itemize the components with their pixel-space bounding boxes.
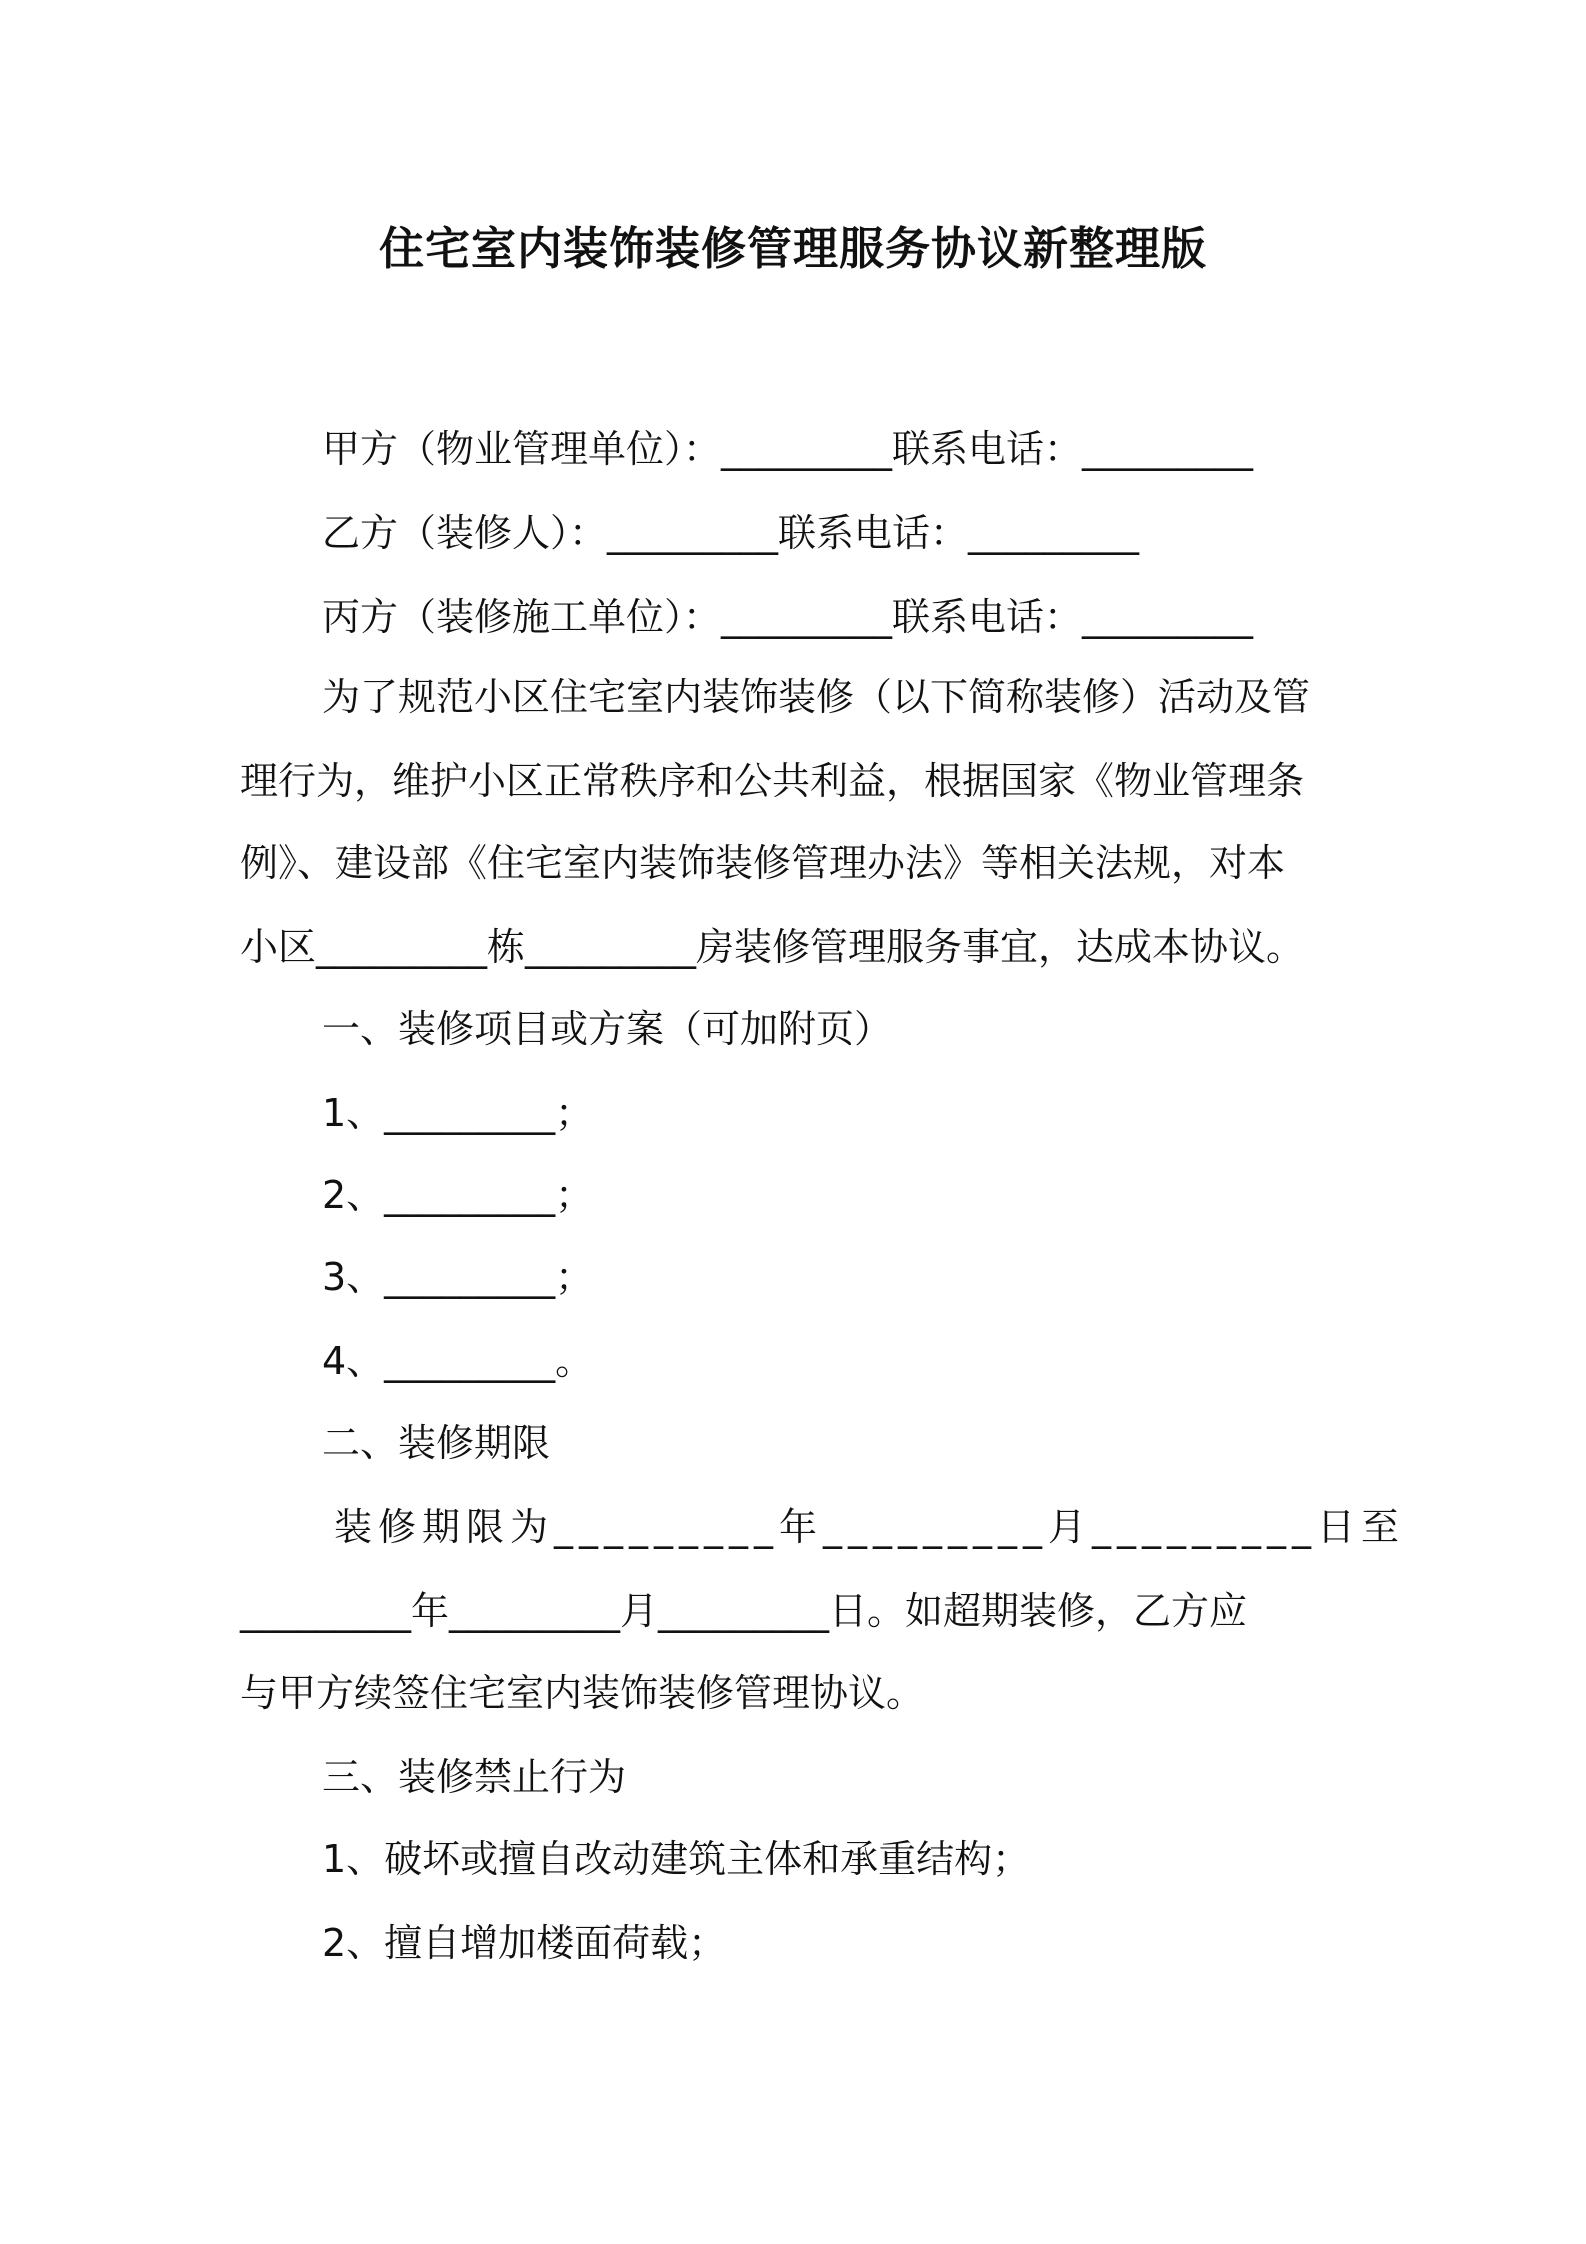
section-1-item-4: 4、_________。: [322, 1339, 594, 1383]
party-c-line: 丙方（装修施工单位）：_________联系电话：_________: [322, 595, 1254, 639]
section-1-item-3: 3、_________；: [322, 1255, 594, 1299]
period-line-3: 与甲方续签住宅室内装饰装修管理协议。: [240, 1671, 925, 1715]
section-2-heading: 二、装修期限: [322, 1421, 551, 1465]
section-1-heading: 一、装修项目或方案（可加附页）: [322, 1007, 893, 1051]
section-3-item-2: 2、擅自增加楼面荷载；: [322, 1921, 727, 1965]
section-3-heading: 三、装修禁止行为: [322, 1755, 627, 1799]
preamble-line-4: 小区_________栋_________房装修管理服务事宜，达成本协议。: [240, 925, 1305, 969]
preamble-line-1: 为了规范小区住宅室内装饰装修（以下简称装修）活动及管: [322, 675, 1311, 719]
section-1-item-1: 1、_________；: [322, 1091, 594, 1135]
party-b-line: 乙方（装修人）：_________联系电话：_________: [322, 511, 1140, 555]
section-1-item-2: 2、_________；: [322, 1173, 594, 1217]
preamble-line-3: 例》、建设部《住宅室内装饰装修管理办法》等相关法规，对本: [240, 841, 1286, 885]
document-title: 住宅室内装饰装修管理服务协议新整理版: [378, 222, 1207, 275]
period-line-1: 装修期限为_________年_________月_________日至: [334, 1505, 1406, 1549]
party-a-line: 甲方（物业管理单位）：_________联系电话：_________: [322, 427, 1254, 471]
section-3-item-1: 1、破坏或擅自改动建筑主体和承重结构；: [322, 1837, 1031, 1881]
preamble-line-2: 理行为，维护小区正常秩序和公共利益，根据国家《物业管理条: [240, 759, 1305, 803]
period-line-2: _________年_________月_________日。如超期装修，乙方应: [240, 1589, 1248, 1633]
